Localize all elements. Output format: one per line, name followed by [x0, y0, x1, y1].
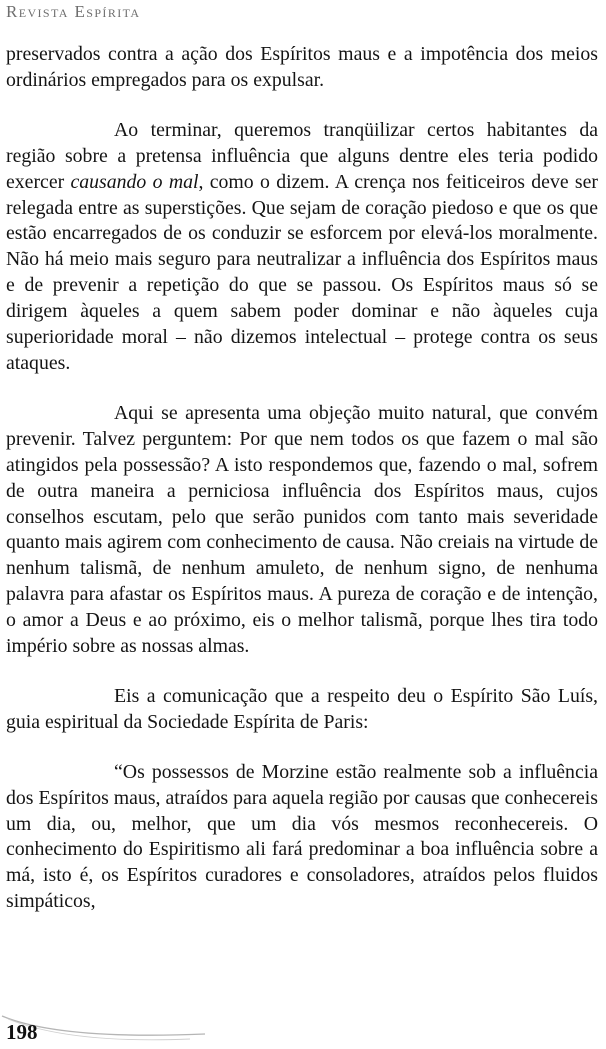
running-header: Revista Espírita	[6, 2, 141, 21]
page-number: 198	[6, 1020, 38, 1044]
paragraph-text: Ao terminar, queremos tranqüilizar certos habitantes da região sobre a pretensa influência que alguns dentre eles teria podido exercer	[6, 118, 598, 193]
paragraph-text: , como o dizem. A crença nos feiticeiros deve ser relegada entre as superstições. Que sejam de coração piedoso e que os que estão encarregados de os conduzir se esforcem por elevá-los moralmente. Não há meio mais seguro para neutralizar a influência dos Espíritos maus e de prevenir a repetição do que se passou. Os Espíritos maus só se dirigem àqueles a quem sabem poder dominar e não àqueles cuja superioridade moral – não dizemos intelectual – protege contra os seus ataques.	[6, 170, 598, 374]
page-body	[6, 42, 598, 939]
italic-phrase: causando o mal	[70, 170, 199, 193]
paragraph-reassurance	[6, 118, 598, 377]
paragraph-communication-intro: Eis a comunicação que a respeito deu o Espírito São Luís, guia espiritual da Sociedade Espírita de Paris:	[6, 684, 598, 733]
paragraph-objection: Aqui se apresenta uma objeção muito natural, que convém prevenir. Talvez perguntem: Por que nem todos os que fazem o mal são atingidos pela possessão? A isto respondemos que, fazendo o mal, sofrem de outra maneira a perniciosa influência dos Espíritos maus, cujos conselhos escutam, pelo que serão punidos com tanto mais severidade quanto mais agirem com conhecimento de causa. Não creiais na virtude de nenhum talismã, de nenhum amuleto, de nenhum signo, de nenhuma palavra para afastar os Espíritos maus. A pureza de coração e de intenção, o amor a Deus e ao próximo, eis o melhor talismã, porque lhes tira todo império sobre as nossas almas.	[6, 401, 598, 658]
paragraph-continuation: preservados contra a ação dos Espíritos maus e a impotência dos meios ordinários empregados para os expulsar.	[6, 43, 598, 91]
paragraph-quote: “Os possessos de Morzine estão realmente sob a influência dos Espíritos maus, atraídos para aquela região por causas que conhecereis um dia, ou, melhor, que um dia vós mesmos reconhecereis. O conhecimento do Espiritismo ali fará predominar a boa influência sobre a má, isto é, os Espíritos curadores e consoladores, atraídos pelos fluidos simpáticos,	[6, 760, 598, 913]
